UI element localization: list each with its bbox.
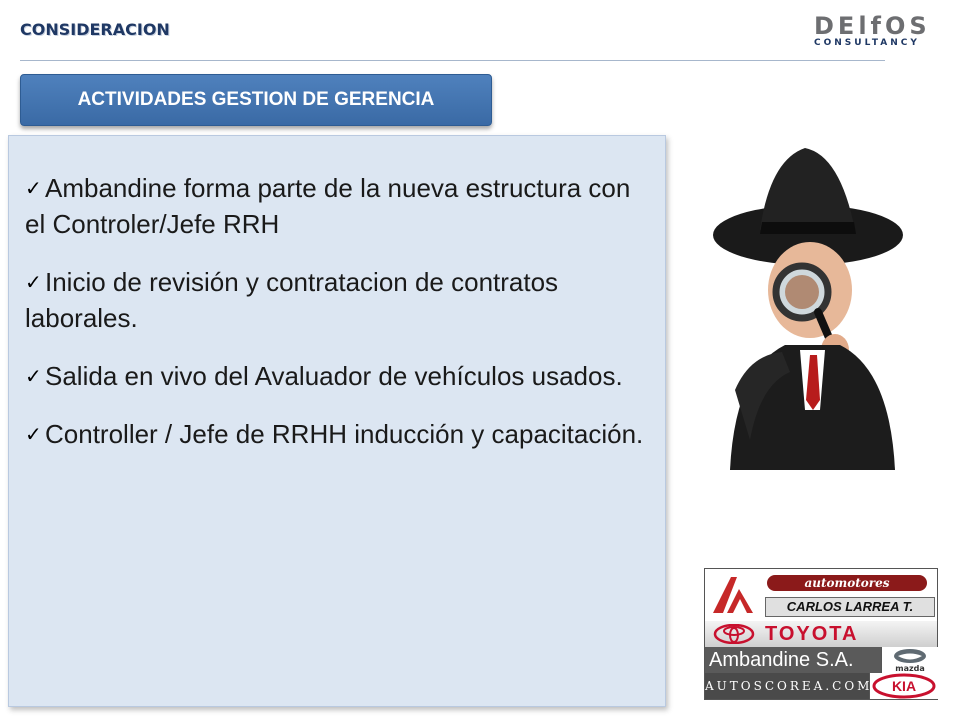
bullet-text: Controller / Jefe de RRHH inducción y capacitación. <box>45 419 644 449</box>
brand-logo <box>810 10 940 50</box>
header-divider <box>20 60 885 61</box>
brand-logo-main: DElfOS <box>814 12 931 40</box>
bullet-text: Ambandine forma parte de la nueva estructura con el Controler/Jefe RRH <box>25 173 631 239</box>
bullet-text: Salida en vivo del Avaluador de vehículos usados. <box>45 361 623 391</box>
logo-ambandine: Ambandine S.A. <box>705 647 881 673</box>
checkmark-icon: ✓ <box>25 270 42 294</box>
logo-mazda <box>881 647 938 673</box>
bullet-text: Inicio de revisión y contratacion de contratos laborales. <box>25 267 559 333</box>
carlos-larrea-emblem-icon <box>709 575 757 615</box>
bullet-item <box>25 264 645 336</box>
bullet-item <box>25 416 645 452</box>
toyota-wordmark: TOYOTA <box>765 623 859 645</box>
kia-wordmark: KIA <box>891 678 917 694</box>
logo-carlos-larrea <box>705 569 937 622</box>
checkmark-icon: ✓ <box>25 422 42 446</box>
logo-autoscorea: AUTOSCOREA.COM <box>705 673 869 699</box>
brand-logos-panel <box>704 568 938 700</box>
carlos-larrea-name: CARLOS LARREA T. <box>765 597 935 617</box>
checkmark-icon: ✓ <box>25 364 42 388</box>
toyota-emblem-icon <box>713 624 755 644</box>
bullet-item <box>25 358 645 394</box>
logo-toyota <box>705 621 937 648</box>
logo-kia <box>869 673 938 699</box>
section-title-badge: ACTIVIDADES GESTION DE GERENCIA <box>20 74 492 126</box>
detective-photo <box>690 140 930 495</box>
page-title: CONSIDERACION <box>20 20 170 39</box>
brand-logo-sub: CONSULTANCY <box>814 38 920 48</box>
mazda-wordmark: mazda <box>895 664 925 673</box>
checkmark-icon: ✓ <box>25 176 42 200</box>
carlos-larrea-tag: automotores <box>767 575 927 591</box>
bullet-list <box>25 170 645 474</box>
bullet-item <box>25 170 645 242</box>
